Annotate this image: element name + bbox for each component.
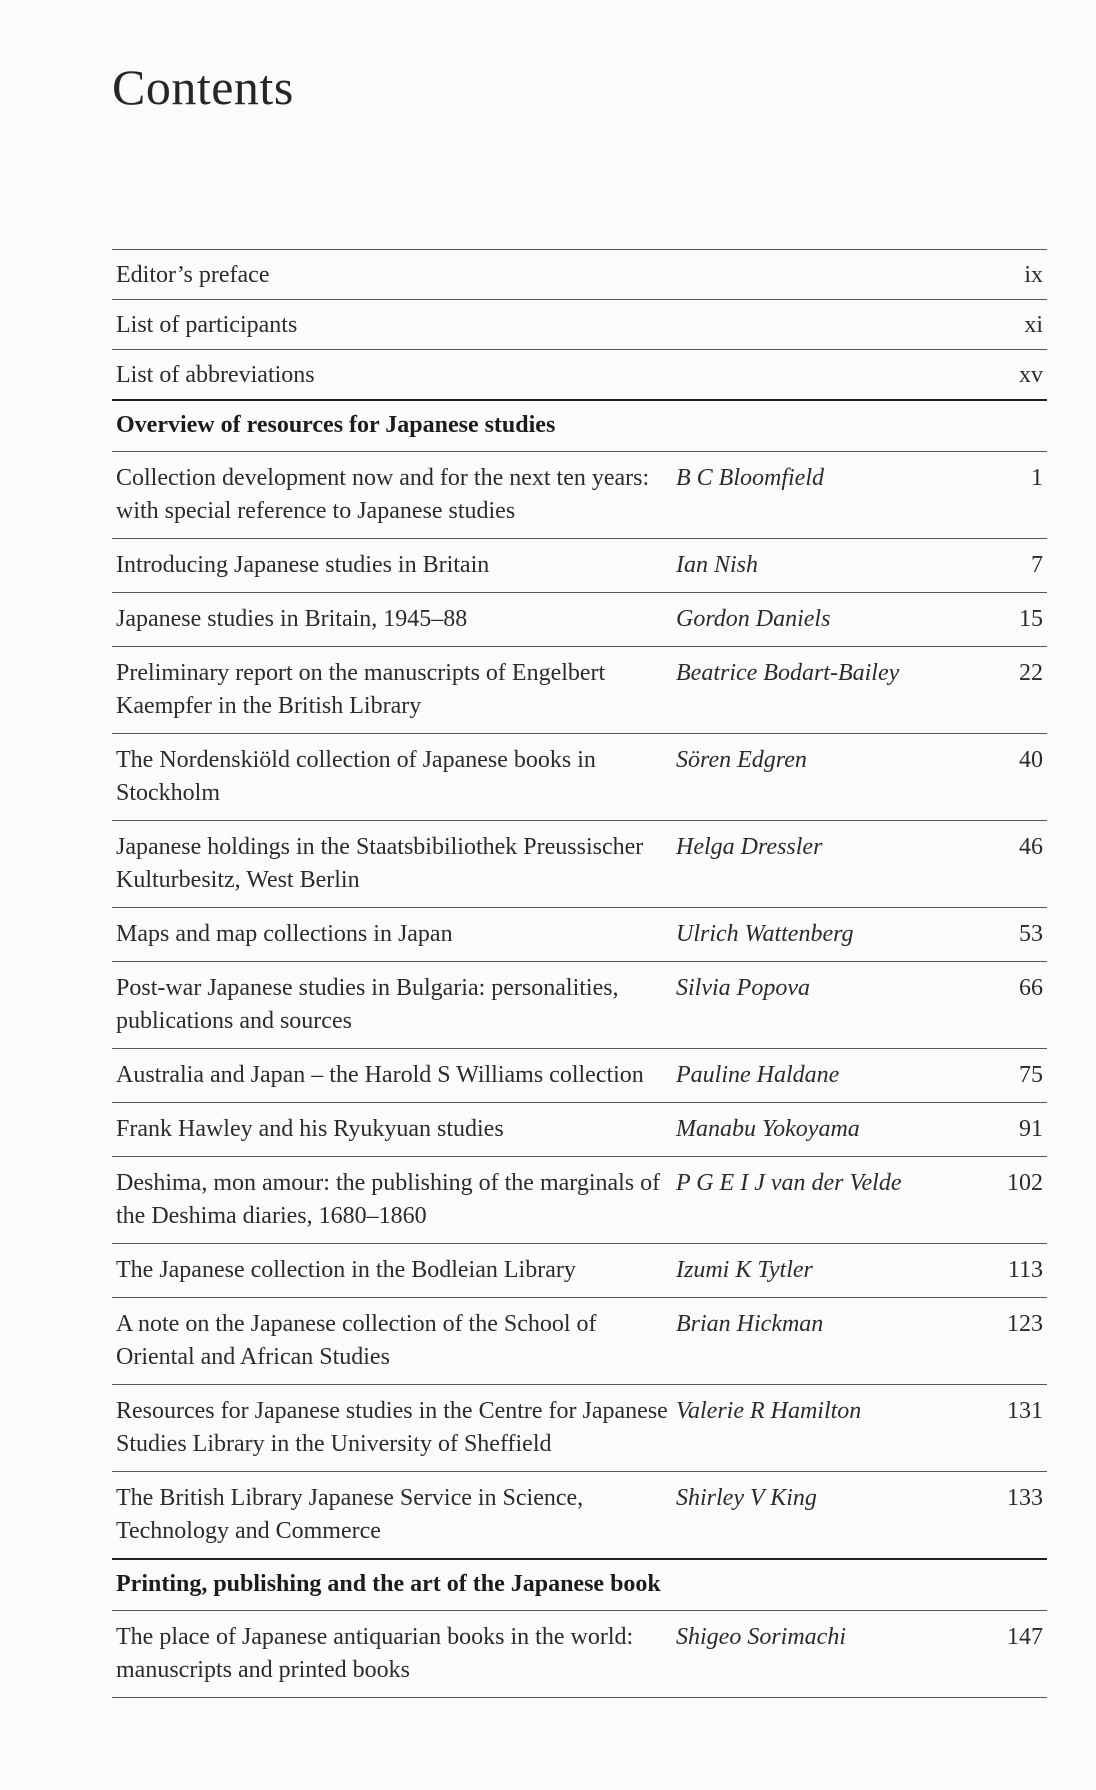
entry-page: 40 [1019, 747, 1043, 773]
entry-title: List of participants [116, 312, 298, 338]
entry-author: Ulrich Wattenberg [676, 921, 854, 947]
end-rule [112, 1697, 1047, 1698]
entry-author: Manabu Yokoyama [676, 1116, 860, 1142]
entry-author: P G E I J van der Velde [676, 1170, 902, 1196]
entry-title: Australia and Japan – the Harold S Williams collection [116, 1062, 644, 1088]
toc-entry-row[interactable] [112, 820, 1047, 907]
toc-entry-row[interactable] [112, 646, 1047, 733]
entry-title: Collection development now and for the next ten years: with special reference to Japanese studies [116, 465, 650, 524]
entry-page: 53 [1019, 921, 1043, 947]
entry-page: 131 [1007, 1398, 1043, 1424]
entry-title: A note on the Japanese collection of the School of Oriental and African Studies [116, 1311, 597, 1370]
entry-page: 22 [1019, 660, 1043, 686]
entry-author: Beatrice Bodart-Bailey [676, 660, 900, 686]
entry-page: ix [1024, 262, 1043, 288]
entry-author: Shigeo Sorimachi [676, 1624, 846, 1650]
entry-author: Ian Nish [676, 552, 759, 578]
entry-title: Post-war Japanese studies in Bulgaria: personalities, publications and sources [116, 975, 619, 1034]
toc-entry-row[interactable] [112, 1102, 1047, 1156]
entry-title: Frank Hawley and his Ryukyuan studies [116, 1116, 504, 1142]
entry-title: Introducing Japanese studies in Britain [116, 552, 490, 578]
toc-entry-row[interactable] [112, 961, 1047, 1048]
page-title: Contents [112, 59, 294, 115]
toc-entry-row[interactable] [112, 907, 1047, 961]
toc-entry-row[interactable] [112, 451, 1047, 538]
toc-entry-row[interactable] [112, 733, 1047, 820]
entry-title: Resources for Japanese studies in the Centre for Japanese Studies Library in the University of Sheffield [116, 1398, 668, 1457]
entry-author: Silvia Popova [676, 975, 810, 1001]
entry-author: Gordon Daniels [676, 606, 831, 632]
entry-title: The Japanese collection in the Bodleian Library [116, 1257, 576, 1283]
entry-page: xv [1019, 362, 1043, 388]
entry-title: Japanese holdings in the Staatsbibiliothek Preussischer Kulturbesitz, West Berlin [116, 834, 644, 893]
entry-page: 66 [1019, 975, 1043, 1001]
entry-title: The British Library Japanese Service in Science, Technology and Commerce [116, 1485, 584, 1544]
toc-entry-row[interactable] [112, 1297, 1047, 1384]
entry-page: 7 [1031, 552, 1043, 578]
toc-entry-row[interactable] [112, 1048, 1047, 1102]
entry-page: 102 [1007, 1170, 1043, 1196]
entry-title: The place of Japanese antiquarian books in the world: manuscripts and printed books [116, 1624, 634, 1683]
entry-title: Maps and map collections in Japan [116, 921, 453, 947]
entry-title: Deshima, mon amour: the publishing of the marginals of the Deshima diaries, 1680–1860 [116, 1170, 661, 1229]
section-heading: Overview of resources for Japanese studies [112, 399, 1047, 451]
entry-page: 75 [1019, 1062, 1043, 1088]
toc-entry-row[interactable] [112, 1471, 1047, 1558]
entry-title: Japanese studies in Britain, 1945–88 [116, 606, 468, 632]
toc-entry-row[interactable] [112, 1156, 1047, 1243]
toc-entry-row[interactable] [112, 592, 1047, 646]
entry-page: 123 [1007, 1311, 1043, 1337]
entry-page: xi [1024, 312, 1043, 338]
toc-entry-row[interactable] [112, 1384, 1047, 1471]
section-heading: Printing, publishing and the art of the Japanese book [112, 1558, 1047, 1610]
entry-title: List of abbreviations [116, 362, 315, 388]
entry-page: 113 [1007, 1257, 1043, 1283]
entry-author: Izumi K Tytler [676, 1257, 813, 1283]
entry-title: Preliminary report on the manuscripts of Engelbert Kaempfer in the British Library [116, 660, 606, 719]
toc-preliminary-row[interactable] [112, 299, 1047, 349]
toc-preliminary-row[interactable] [112, 249, 1047, 299]
entry-page: 147 [1007, 1624, 1043, 1650]
entry-author: B C Bloomfield [676, 465, 824, 491]
entry-page: 91 [1019, 1116, 1043, 1142]
entry-page: 46 [1019, 834, 1043, 860]
table-of-contents [112, 249, 1047, 1698]
entry-page: 133 [1007, 1485, 1043, 1511]
entry-author: Sören Edgren [676, 747, 807, 773]
entry-title: Editor’s preface [116, 262, 270, 288]
toc-entry-row[interactable] [112, 538, 1047, 592]
entry-author: Helga Dressler [676, 834, 823, 860]
entry-page: 15 [1019, 606, 1043, 632]
entry-author: Shirley V King [676, 1485, 817, 1511]
entry-author: Pauline Haldane [676, 1062, 840, 1088]
entry-page: 1 [1031, 465, 1043, 491]
toc-entry-row[interactable] [112, 1610, 1047, 1697]
toc-entry-row[interactable] [112, 1243, 1047, 1297]
toc-preliminary-row[interactable] [112, 349, 1047, 399]
entry-title: The Nordenskiöld collection of Japanese books in Stockholm [116, 747, 596, 806]
entry-author: Valerie R Hamilton [676, 1398, 862, 1424]
entry-author: Brian Hickman [676, 1311, 824, 1337]
